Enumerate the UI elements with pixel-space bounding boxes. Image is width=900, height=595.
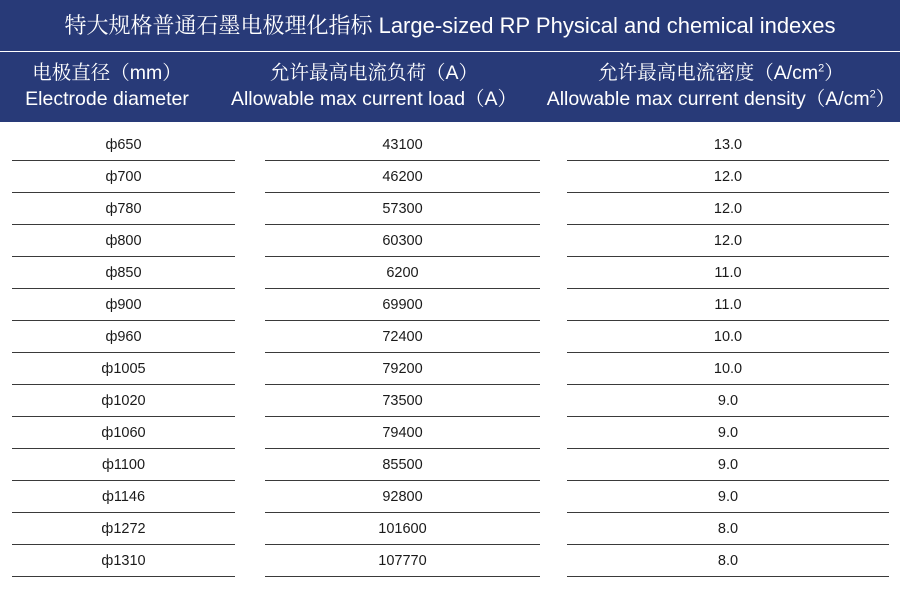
table-row: [0, 418, 900, 450]
cell-current-density: 11.0: [567, 258, 889, 290]
cell-current-load: 72400: [265, 322, 540, 354]
cell-current-density: 9.0: [567, 450, 889, 482]
header-max-current-load: [214, 60, 534, 112]
cell-current-density: 12.0: [567, 194, 889, 226]
table-row: [0, 322, 900, 354]
cell-diameter: ф780: [12, 194, 235, 226]
cell-diameter: ф1272: [12, 514, 235, 546]
table-row: [0, 258, 900, 290]
cell-current-load: 107770: [265, 546, 540, 578]
table-row: [0, 130, 900, 162]
cell-diameter: ф900: [12, 290, 235, 322]
cell-current-load: 92800: [265, 482, 540, 514]
cell-diameter: ф800: [12, 226, 235, 258]
cell-diameter: ф650: [12, 130, 235, 162]
cell-diameter: ф850: [12, 258, 235, 290]
cell-current-load: 57300: [265, 194, 540, 226]
header-electrode-diameter: [0, 60, 214, 112]
table-row: [0, 226, 900, 258]
cell-diameter: ф1146: [12, 482, 235, 514]
cell-current-load: 46200: [265, 162, 540, 194]
table-row: [0, 290, 900, 322]
cell-current-density: 12.0: [567, 162, 889, 194]
cell-current-load: 73500: [265, 386, 540, 418]
cell-diameter: ф1005: [12, 354, 235, 386]
table-row: [0, 482, 900, 514]
cell-diameter: ф1020: [12, 386, 235, 418]
table-row: [0, 386, 900, 418]
cell-current-density: 9.0: [567, 482, 889, 514]
cell-diameter: ф1060: [12, 418, 235, 450]
header-zh: 电极直径（mm）: [32, 62, 182, 84]
cell-diameter: ф1100: [12, 450, 235, 482]
header-en: Allowable max current $density(A/cm^2)$: [546, 88, 896, 110]
cell-current-density: 12.0: [567, 226, 889, 258]
table-row: [0, 354, 900, 386]
cell-current-density: 10.0: [567, 322, 889, 354]
cell-current-load: 60300: [265, 226, 540, 258]
table-row: [0, 450, 900, 482]
cell-current-density: 9.0: [567, 418, 889, 450]
cell-current-load: 79200: [265, 354, 540, 386]
table-body: [0, 130, 900, 578]
cell-current-density: 11.0: [567, 290, 889, 322]
cell-current-load: 101600: [265, 514, 540, 546]
cell-diameter: ф1310: [12, 546, 235, 578]
cell-current-load: 6200: [265, 258, 540, 290]
cell-current-density: 8.0: [567, 514, 889, 546]
header-zh: 允许最高电流密度$(A/cm^2)$: [598, 62, 844, 84]
cell-current-load: 79400: [265, 418, 540, 450]
cell-diameter: ф700: [12, 162, 235, 194]
cell-current-density: 8.0: [567, 546, 889, 578]
table-row: [0, 546, 900, 578]
table-row: [0, 194, 900, 226]
header-zh: 允许最高电流负荷（A）: [269, 62, 478, 84]
table-row: [0, 514, 900, 546]
cell-current-load: 85500: [265, 450, 540, 482]
cell-current-density: 9.0: [567, 386, 889, 418]
cell-current-load: 43100: [265, 130, 540, 162]
table-title: 特大规格普通石墨电极理化指标 Large-sized RP Physical and chemical indexes: [0, 0, 900, 51]
table-row: [0, 162, 900, 194]
cell-current-density: 13.0: [567, 130, 889, 162]
header-max-current-density: [542, 60, 900, 112]
cell-current-density: 10.0: [567, 354, 889, 386]
cell-diameter: ф960: [12, 322, 235, 354]
header-en: Allowable max current load（A）: [230, 88, 518, 110]
cell-current-load: 69900: [265, 290, 540, 322]
table-header: [0, 52, 900, 122]
header-en: Electrode diameter: [25, 88, 189, 110]
